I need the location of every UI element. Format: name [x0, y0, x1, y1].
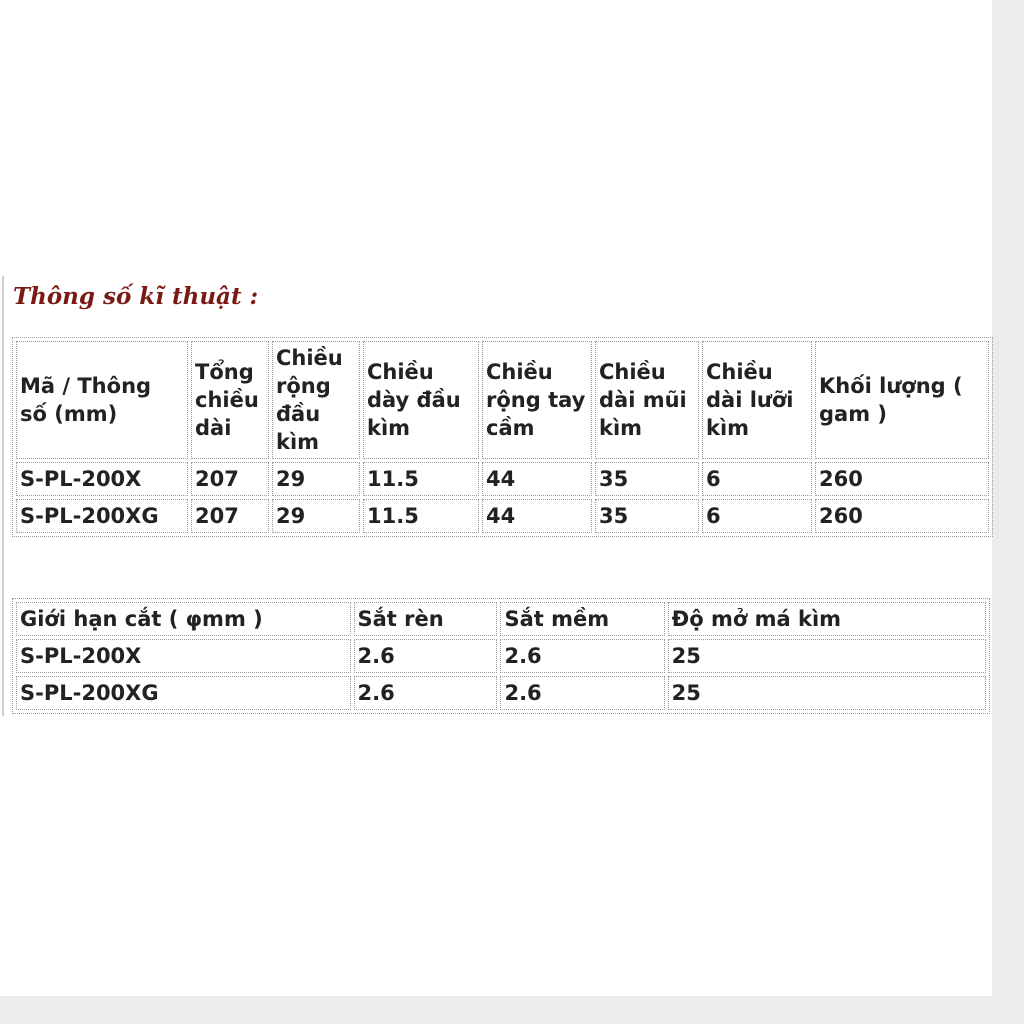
table-cell: 2.6 — [354, 639, 498, 673]
table-cell: 207 — [191, 499, 269, 533]
table-cell: 6 — [702, 499, 812, 533]
spec-header-cell: Chiều rộng đầu kìm — [272, 341, 360, 459]
table-cell: 25 — [668, 676, 986, 710]
table-cell: 6 — [702, 462, 812, 496]
cutting-limit-table — [12, 598, 990, 714]
table-cell: 35 — [595, 499, 699, 533]
table-cell: 2.6 — [500, 676, 664, 710]
page-title: Thông số kĩ thuật : — [13, 283, 259, 310]
left-border-rule — [2, 276, 4, 716]
cut-header-cell: Giới hạn cắt ( φmm ) — [16, 602, 351, 636]
table-row — [16, 639, 986, 673]
table-cell: 260 — [815, 462, 989, 496]
cut-header-cell: Sắt rèn — [354, 602, 498, 636]
cut-header-cell: Độ mở má kìm — [668, 602, 986, 636]
cut-header-row — [16, 602, 986, 636]
table-cell: S-PL-200XG — [16, 499, 188, 533]
spec-table — [12, 337, 993, 537]
spec-header-cell: Chiều dài lưỡi kìm — [702, 341, 812, 459]
spec-header-cell: Tổng chiều dài — [191, 341, 269, 459]
table-cell: 44 — [482, 462, 592, 496]
table-row — [16, 499, 989, 533]
spec-header-row — [16, 341, 989, 459]
spec-header-cell: Khối lượng ( gam ) — [815, 341, 989, 459]
cut-header-cell: Sắt mềm — [500, 602, 664, 636]
table-cell: 29 — [272, 462, 360, 496]
table-row — [16, 462, 989, 496]
spec-header-cell: Chiều rộng tay cầm — [482, 341, 592, 459]
table-cell: S-PL-200X — [16, 639, 351, 673]
table-cell: 260 — [815, 499, 989, 533]
table-row — [16, 676, 986, 710]
table-cell: 29 — [272, 499, 360, 533]
table-cell: S-PL-200XG — [16, 676, 351, 710]
table-cell: S-PL-200X — [16, 462, 188, 496]
table-cell: 44 — [482, 499, 592, 533]
spec-header-cell: Mã / Thông số (mm) — [16, 341, 188, 459]
table-cell: 11.5 — [363, 462, 479, 496]
table-cell: 207 — [191, 462, 269, 496]
table-cell: 25 — [668, 639, 986, 673]
table-cell: 35 — [595, 462, 699, 496]
spec-header-cell: Chiều dày đầu kìm — [363, 341, 479, 459]
table-cell: 2.6 — [500, 639, 664, 673]
table-cell: 2.6 — [354, 676, 498, 710]
table-cell: 11.5 — [363, 499, 479, 533]
spec-header-cell: Chiều dài mũi kìm — [595, 341, 699, 459]
